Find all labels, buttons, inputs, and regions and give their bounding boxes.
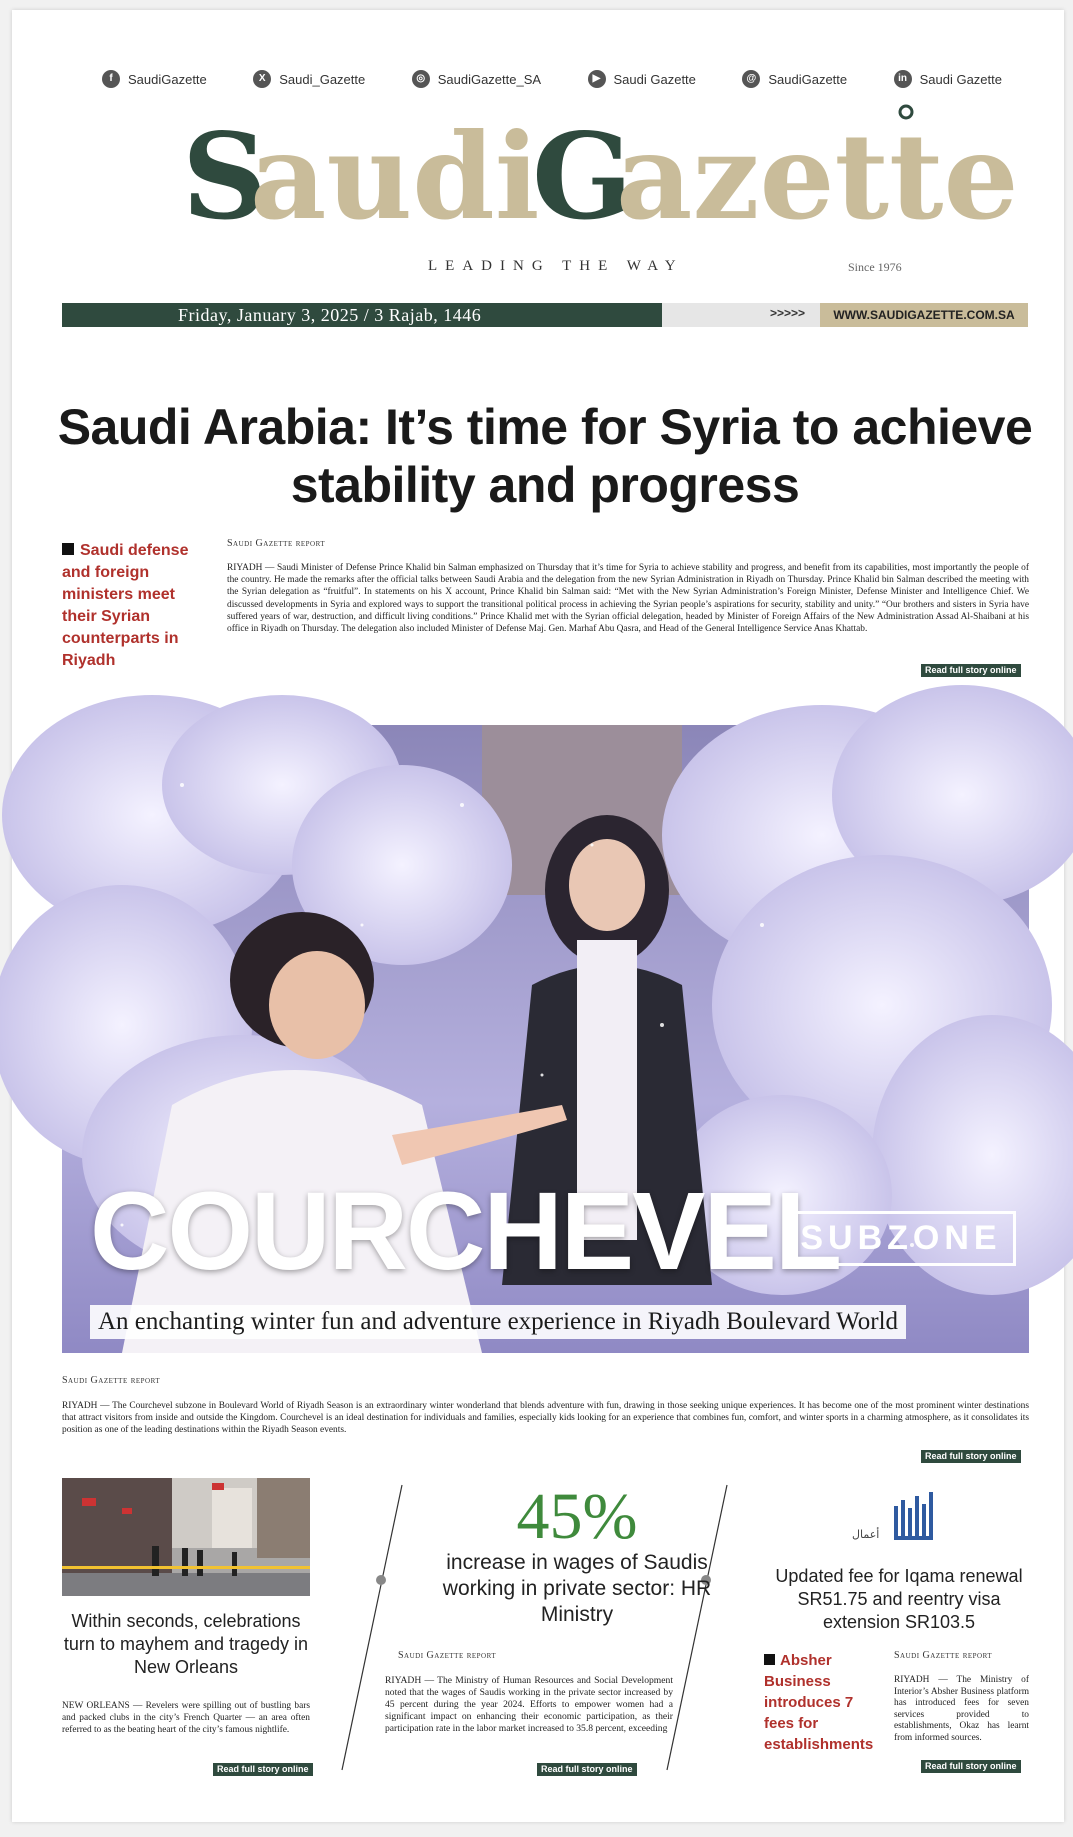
square-bullet-icon — [62, 543, 74, 555]
social-youtube[interactable] — [588, 70, 696, 88]
facebook-icon: f — [102, 70, 120, 88]
masthead-logo[interactable] — [182, 98, 1019, 248]
website-link[interactable]: WWW.SAUDIGAZETTE.COM.SA — [820, 303, 1028, 327]
lead-read-more-button[interactable]: Read full story online — [921, 664, 1021, 677]
social-linkedin[interactable] — [894, 70, 1002, 88]
logo-azette: azette — [616, 107, 1019, 246]
masthead-since: Since 1976 — [848, 260, 902, 274]
social-threads[interactable] — [742, 70, 847, 88]
instagram-icon: ◎ — [412, 70, 430, 88]
social-x[interactable] — [253, 70, 365, 88]
col1-headline[interactable]: Within seconds, celebrations turn to mayhem and tragedy in New Orleans — [63, 1611, 309, 1677]
logo-audi: audi — [250, 107, 540, 246]
new-orleans-photo[interactable] — [62, 1478, 310, 1596]
col3-headline[interactable]: Updated fee for Iqama renewal SR51.75 and reentry visa extension SR103.5 — [775, 1566, 1023, 1632]
lead-headline[interactable]: Saudi Arabia: It’s time for Syria to achieve stability and progress — [57, 399, 1033, 513]
threads-icon: @ — [742, 70, 760, 88]
saudi-gazette-logo-icon — [182, 98, 1019, 248]
feature-photo[interactable] — [62, 725, 1029, 1353]
date-bar — [62, 303, 1028, 327]
feature-body: RIYADH — The Courchevel subzone in Boulevard World of Riyadh Season is an extraordinary winter wonderland that blends adventure with fun, drawing in those seeking unique experiences. It has become one of the most prominent winter destinations that attract visitors from inside and outside the Kingdom. Courchevel is an ideal destination for individuals and families, especially kids looking for an experience that combines fun, comfort, and winter sports in a charming atmosphere, as it consolidates its position as one of the leading destinations within the Riyadh Season events. — [62, 1401, 1029, 1436]
youtube-icon: ▶ — [588, 70, 606, 88]
feature-read-more-button[interactable]: Read full story online — [921, 1450, 1021, 1463]
col1-read-more-button[interactable]: Read full story online — [213, 1763, 313, 1776]
social-handle: Saudi_Gazette — [279, 71, 366, 87]
col2-byline: Saudi Gazette report — [398, 1650, 497, 1661]
social-facebook[interactable] — [102, 70, 207, 88]
col3-read-more-button[interactable]: Read full story online — [921, 1760, 1021, 1773]
col3-teaser-text: Absher Business introduces 7 fees for establishments — [764, 1652, 874, 1753]
col3-byline: Saudi Gazette report — [894, 1650, 993, 1661]
lead-body: RIYADH — Saudi Minister of Defense Prince Khalid bin Salman emphasized on Thursday that it’s time for Syria to achieve stability and progress, and benefit from its capabilities, most importantly the people of the country. He made the remarks after the official talks between Saudi Arabia and the delegation from the new Syrian Administration in Riyadh on Thursday. Prince Khalid bin Salman described the meeting with the Syrian delegation as “fruitful”. In statements on his X account, Prince Khalid bin Salman said: “Met with the New Syrian Administration’s Foreign Minister, Defense Minister and Intelligence Chief. We discussed developments in Syria and explored ways to support the transitional political process in achieving the Syrian people’s aspirations for security, stability and unity.” “Our brothers and sisters in Syria have suffered years of war, destruction, and difficult living conditions.” Prince Khalid met with the Syrian official delegation, headed by Minister of Foreign Affairs of the New Administration Assad Al-Shaibani at his office in Riyadh on Thursday. The delegation also included Minister of Defense Maj. Gen. Marhaf Abu Qasra, and Head of the General Intelligence Service Anas Khattab. — [227, 563, 1029, 635]
masthead-tagline: LEADING THE WAY — [428, 258, 684, 274]
issue-date: Friday, January 3, 2025 / 3 Rajab, 1446 — [62, 303, 662, 327]
lead-side-teaser[interactable] — [62, 540, 202, 672]
social-handle: SaudiGazette_SA — [437, 71, 542, 87]
col3-body: RIYADH — The Ministry of Interior’s Absher Business platform has introduced fees for seven services provided to establishments, Okaz has learnt from informed sources. — [894, 1675, 1029, 1743]
logo-g: G — [532, 107, 633, 246]
column-divider — [332, 1480, 412, 1780]
feature-byline: Saudi Gazette report — [62, 1375, 161, 1386]
logo-s: S — [182, 107, 268, 246]
social-handle: SaudiGazette — [128, 71, 207, 87]
social-bar — [102, 70, 1002, 88]
aamal-logo-text: أعمال — [852, 1528, 880, 1541]
column-divider — [657, 1480, 737, 1780]
col3-teaser[interactable] — [764, 1650, 874, 1755]
square-bullet-icon — [764, 1654, 775, 1665]
lead-side-teaser-text: Saudi defense and foreign ministers meet their Syrian counterparts in Riyadh — [62, 542, 189, 669]
col2-read-more-button[interactable]: Read full story online — [537, 1763, 637, 1776]
social-handle: Saudi Gazette — [613, 71, 696, 87]
social-handle: Saudi Gazette — [919, 71, 1002, 87]
linkedin-icon: in — [894, 70, 912, 88]
absher-business-logo-icon — [852, 1488, 942, 1548]
social-instagram[interactable] — [412, 70, 541, 88]
col2-body: RIYADH — The Ministry of Human Resources and Social Development noted that the wages of Saudis working in the private sector increased by 45 percent during the year 2024. Efforts to empower women had a significant impact on enhancing their economic participation, as their participation rate in the labor market increased to 35.8 percent, exceeding — [385, 1675, 673, 1734]
newspaper-page — [12, 10, 1064, 1822]
col2-percent: 45% — [516, 1480, 638, 1553]
col2-headline[interactable]: increase in wages of Saudis working in private sector: HR Ministry — [442, 1551, 712, 1626]
feature-caption: An enchanting winter fun and adventure experience in Riyadh Boulevard World — [90, 1305, 906, 1339]
social-handle: SaudiGazette — [768, 71, 848, 87]
lead-byline: Saudi Gazette report — [227, 538, 326, 549]
aamal-logo — [852, 1488, 942, 1548]
col1-body: NEW ORLEANS — Revelers were spilling out of bustling bars and packed clubs in the city’s French Quarter — an area often referred to as the beating heart of the city’s famous nightlife. — [62, 1701, 310, 1735]
x-icon: X — [253, 70, 271, 88]
street-scene-image — [62, 1478, 310, 1596]
feature-big-title: COURCHEVEL — [90, 1170, 841, 1293]
feature-boxed-title: SUBZONE — [786, 1211, 1016, 1266]
arrows-icon: >>>>> — [770, 306, 806, 320]
